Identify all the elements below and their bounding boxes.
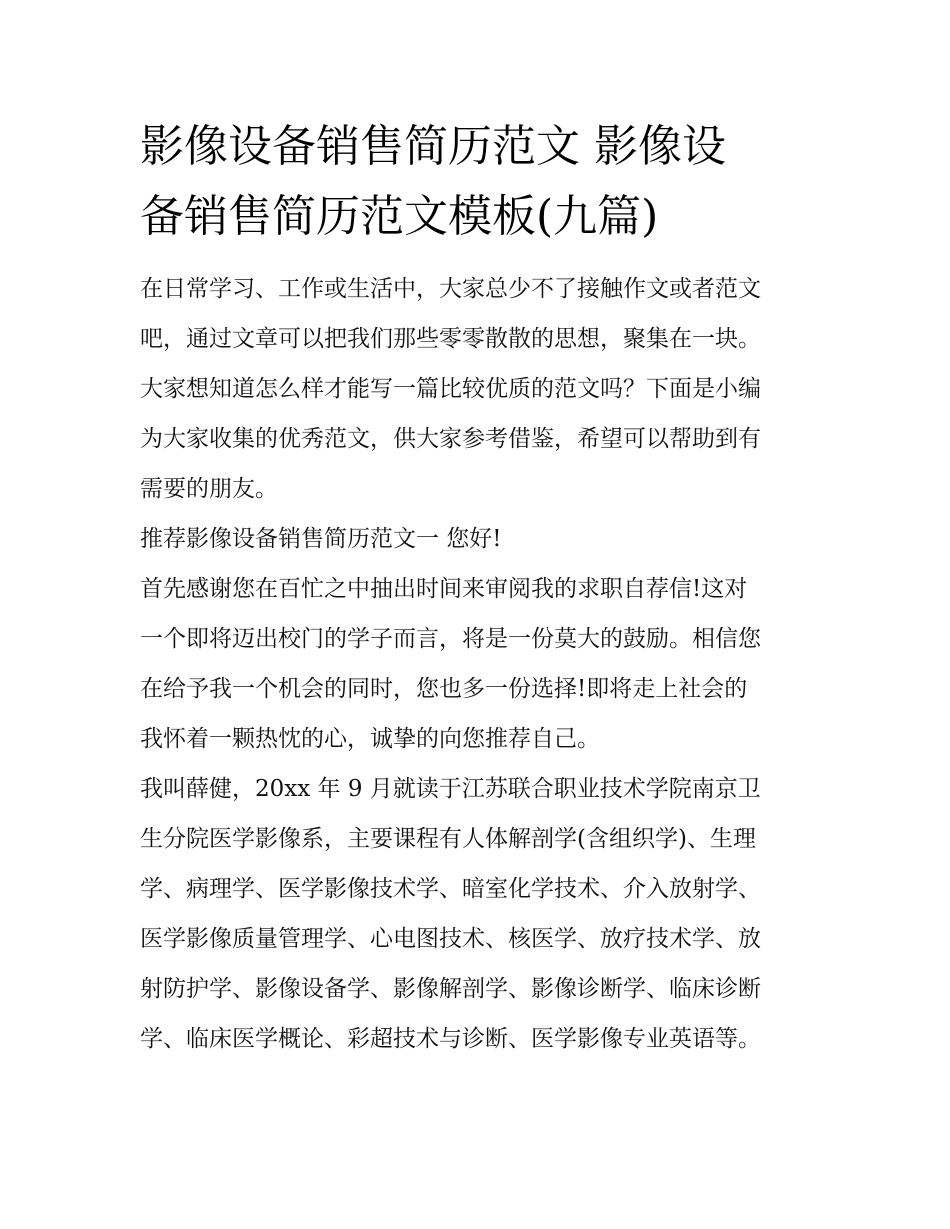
section-heading-line: 推荐影像设备销售简历范文一 您好!	[140, 526, 502, 552]
body-text	[140, 264, 820, 1064]
paragraph-line: 我叫薛健，20xx 年 9 月就读于江苏联合职业技术学院南京卫	[140, 776, 761, 802]
paragraph-line: 在给予我一个机会的同时，您也多一份选择!即将走上社会的	[140, 676, 748, 702]
paragraph-line: 需要的朋友。	[140, 476, 278, 502]
paragraph-line: 吧，通过文章可以把我们那些零零散散的思想，聚集在一块。	[140, 326, 761, 352]
page-title	[140, 112, 820, 252]
title-line: 影像设备销售简历范文 影像设	[140, 121, 726, 172]
paragraph-line: 学、病理学、医学影像技术学、暗室化学技术、介入放射学、	[140, 876, 761, 902]
paragraph-line: 为大家收集的优秀范文，供大家参考借鉴，希望可以帮助到有	[140, 426, 761, 452]
paragraph-line: 医学影像质量管理学、心电图技术、核医学、放疗技术学、放	[140, 926, 761, 952]
document-content	[140, 112, 820, 1064]
paragraph-line: 一个即将迈出校门的学子而言，将是一份莫大的鼓励。相信您	[140, 626, 761, 652]
paragraph-line: 生分院医学影像系，主要课程有人体解剖学(含组织学)、生理	[140, 826, 756, 852]
paragraph-line: 在日常学习、工作或生活中，大家总少不了接触作文或者范文	[140, 276, 761, 302]
paragraph-line: 大家想知道怎么样才能写一篇比较优质的范文吗？下面是小编	[140, 376, 761, 402]
paragraph-line: 我怀着一颗热忱的心，诚挚的向您推荐自己。	[140, 726, 600, 752]
paragraph-line: 首先感谢您在百忙之中抽出时间来审阅我的求职自荐信!这对	[140, 576, 748, 602]
paragraph-line: 学、临床医学概论、彩超技术与诊断、医学影像专业英语等。	[140, 1026, 761, 1052]
paragraph-line: 射防护学、影像设备学、影像解剖学、影像诊断学、临床诊断	[140, 976, 761, 1002]
title-line: 备销售简历范文模板(九篇)	[140, 191, 659, 242]
